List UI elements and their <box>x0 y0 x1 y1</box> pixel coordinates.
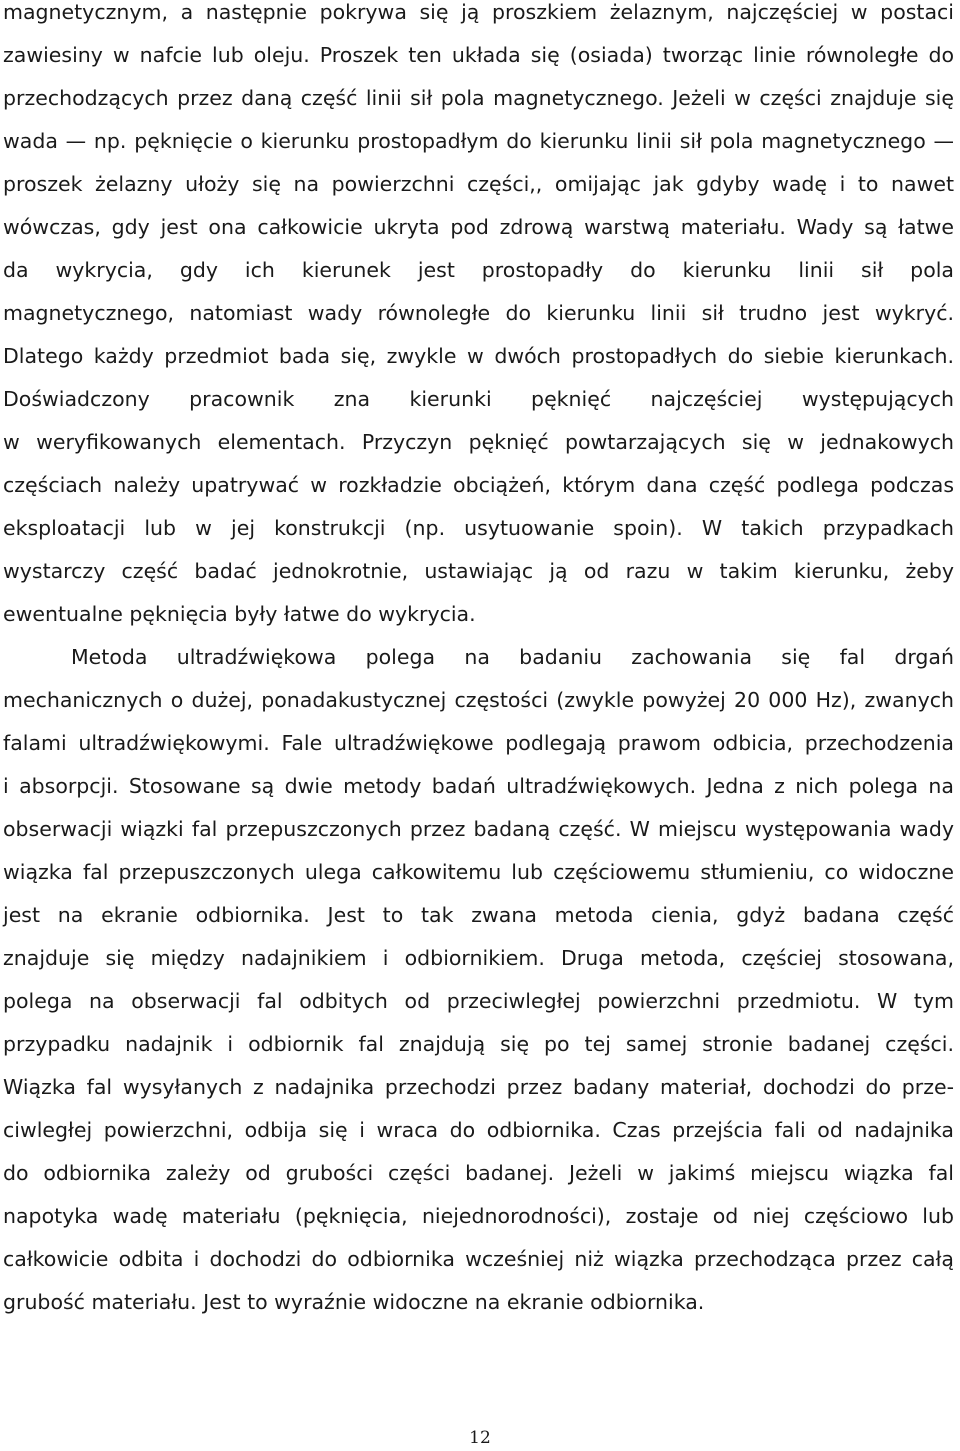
text-line: Dlatego każdy przedmiot bada się, zwykle w dwóch prostopadłych do siebie kierunkach. <box>3 344 954 368</box>
text-line: całkowicie odbita i dochodzi do odbiornika wcześniej niż wiązka przechodząca przez całą <box>3 1247 954 1271</box>
text-line: wiązka fal przepuszczonych ulega całkowitemu lub częściowemu stłumieniu, co widoczne <box>3 860 954 884</box>
text-line: i absorpcji. Stosowane są dwie metody badań ultradźwiękowych. Jedna z nich polega na <box>3 774 954 798</box>
text-line: obserwacji wiązki fal przepuszczonych przez badaną część. W miejscu występowania wady <box>3 817 954 841</box>
text-line: znajduje się między nadajnikiem i odbiornikiem. Druga metoda, częściej stosowana, <box>3 946 954 970</box>
text-line: mechanicznych o dużej, ponadakustycznej częstości (zwykle powyżej 20 000 Hz), zwanych <box>3 688 954 712</box>
text-line: jest na ekranie odbiornika. Jest to tak zwana metoda cienia, gdyż badana część <box>3 903 954 927</box>
text-line: ewentualne pęknięcia były łatwe do wykrycia. <box>3 602 476 626</box>
text-line: przechodzących przez daną część linii sił pola magnetycznego. Jeżeli w części znajduje się <box>3 86 954 110</box>
text-line: wada — np. pęknięcie o kierunku prostopadłym do kierunku linii sił pola magnetycznego — <box>3 129 954 153</box>
text-line: przypadku nadajnik i odbiornik fal znajdują się po tej samej stronie badanej części. <box>3 1032 954 1056</box>
text-line: zawiesiny w nafcie lub oleju. Proszek ten układa się (osiada) tworząc linie równoległe do <box>3 43 954 67</box>
text-line: da wykrycia, gdy ich kierunek jest prostopadły do kierunku linii sił pola <box>3 258 954 282</box>
text-line: ciwległej powierzchni, odbija się i wraca do odbiornika. Czas przejścia fali od nadajnika <box>3 1118 954 1142</box>
text-line: częściach należy upatrywać w rozkładzie obciążeń, którym dana część podlega podczas <box>3 473 954 497</box>
text-line: eksploatacji lub w jej konstrukcji (np. usytuowanie spoin). W takich przypadkach <box>3 516 954 540</box>
text-line: wystarczy część badać jednokrotnie, ustawiając ją od razu w takim kierunku, żeby <box>3 559 954 583</box>
text-line: Doświadczony pracownik zna kierunki pęknięć najczęściej występujących <box>3 387 954 411</box>
text-line: napotyka wadę materiału (pęknięcia, niejednorodności), zostaje od niej częściowo lub <box>3 1204 954 1228</box>
text-line: w weryfikowanych elementach. Przyczyn pęknięć powtarzających się w jednakowych <box>3 430 954 454</box>
text-line: wówczas, gdy jest ona całkowicie ukryta pod zdrową warstwą materiału. Wady są łatwe <box>3 215 954 239</box>
text-line: falami ultradźwiękowymi. Fale ultradźwiękowe podlegają prawom odbicia, przechodzenia <box>3 731 954 755</box>
page-number: 12 <box>469 1428 491 1448</box>
text-line: Wiązka fal wysyłanych z nadajnika przechodzi przez badany materiał, dochodzi do prze- <box>3 1075 954 1099</box>
text-line: polega na obserwacji fal odbitych od przeciwległej powierzchni przedmiotu. W tym <box>3 989 954 1013</box>
text-line: Metoda ultradźwiękowa polega na badaniu zachowania się fal drgań <box>71 645 954 669</box>
text-line: proszek żelazny ułoży się na powierzchni części,, omijając jak gdyby wadę i to nawet <box>3 172 954 196</box>
text-line: do odbiornika zależy od grubości części badanej. Jeżeli w jakimś miejscu wiązka fal <box>3 1161 954 1185</box>
text-line: grubość materiału. Jest to wyraźnie widoczne na ekranie odbiornika. <box>3 1290 705 1314</box>
text-line: magnetycznego, natomiast wady równoległe do kierunku linii sił trudno jest wykryć. <box>3 301 954 325</box>
text-line: magnetycznym, a następnie pokrywa się ją proszkiem żelaznym, najczęściej w postaci <box>3 0 954 24</box>
